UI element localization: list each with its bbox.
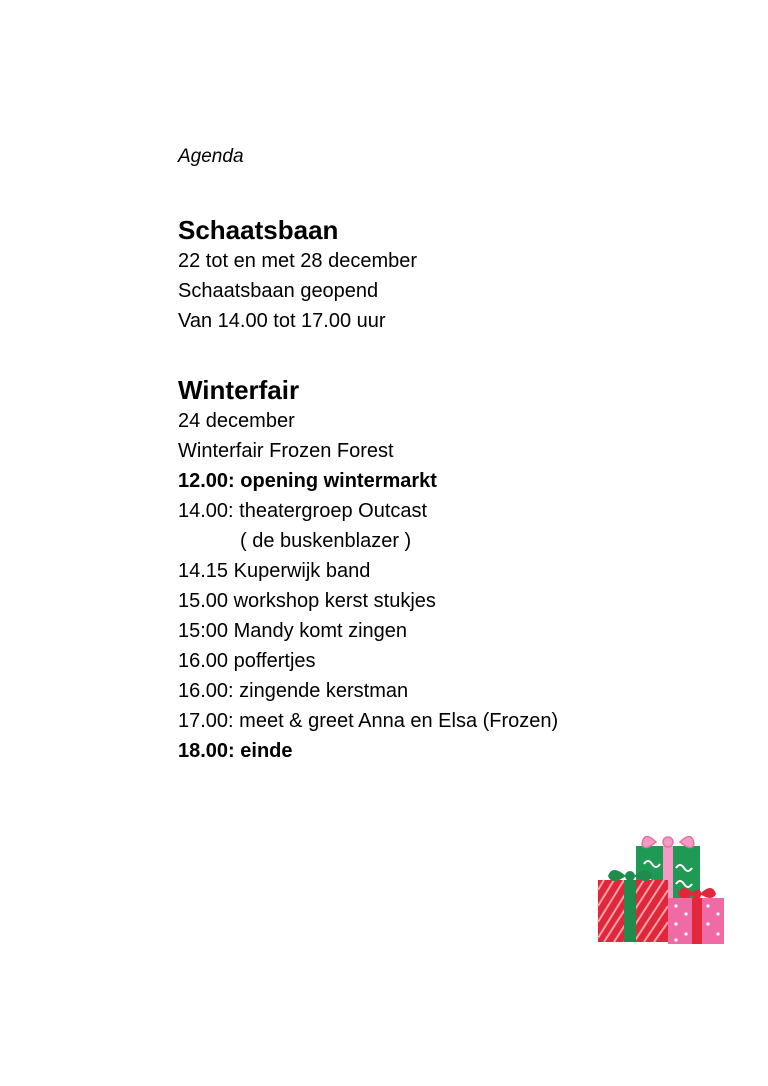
section-winterfair: [178, 374, 558, 766]
agenda-line: 16.00: zingende kerstman: [178, 680, 409, 702]
agenda-line: 16.00 poffertjes: [178, 650, 316, 672]
gift-boxes-icon: [596, 828, 730, 950]
agenda-line: ( de buskenblazer ): [240, 530, 412, 552]
section-title: Schaatsbaan: [178, 215, 339, 245]
agenda-line: 12.00: opening wintermarkt: [178, 470, 437, 492]
section-lines: [178, 406, 558, 766]
agenda-line: 18.00: einde: [178, 740, 293, 762]
agenda-line: Van 14.00 tot 17.00 uur: [178, 310, 386, 332]
agenda-line: Schaatsbaan geopend: [178, 280, 379, 302]
agenda-line: Winterfair Frozen Forest: [178, 440, 394, 462]
agenda-line: 22 tot en met 28 december: [178, 250, 418, 272]
agenda-line: 15:00 Mandy komt zingen: [178, 620, 408, 642]
agenda-heading: Agenda: [178, 146, 244, 167]
section-title: Winterfair: [178, 375, 300, 405]
agenda-line: 17.00: meet & greet Anna en Elsa (Frozen): [178, 710, 559, 732]
section-schaatsbaan: [178, 214, 417, 336]
agenda-line: 24 december: [178, 410, 295, 432]
agenda-line: 15.00 workshop kerst stukjes: [178, 590, 436, 612]
agenda-line: 14.00: theatergroep Outcast: [178, 500, 428, 522]
section-lines: [178, 246, 417, 336]
red-gift-icon: [598, 870, 668, 942]
agenda-line: 14.15 Kuperwijk band: [178, 560, 371, 582]
